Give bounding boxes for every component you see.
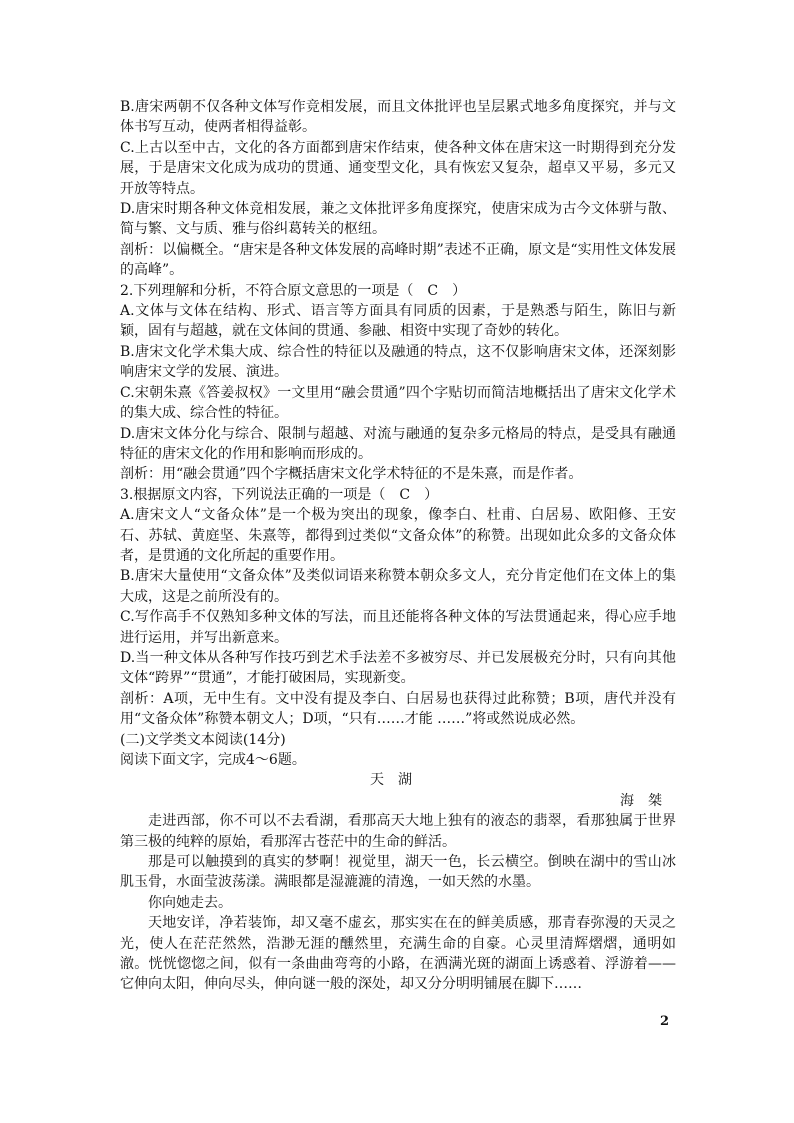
- page-content: [120, 97, 676, 995]
- analysis-3: 剖析：A项，无中生有。文中没有提及李白、白居易也获得过此称赞；B项，唐代并没有用“文备众体”称赞本朝文人；D项，“只有……才能 ……”将或然说成必然。: [120, 690, 676, 728]
- question-2: 2.下列理解和分析，不符合原文意思的一项是（ C ）: [120, 282, 467, 299]
- q3-option-d: D.当一种文体从各种写作技巧到艺术手法差不多被穷尽、并已发展极充分时，只有向其他文体“跨界”“贯通”，才能打破困局，实现新变。: [120, 649, 676, 687]
- analysis-1: 剖析：以偏概全。“唐宋是各种文体发展的高峰时期”表述不正确，原文是“实用性文体发展的高峰”。: [120, 241, 676, 279]
- q3-option-c: C.写作高手不仅熟知多种文体的写法，而且还能将各种文体的写法贯通起来，得心应手地进行运用，并写出新意来。: [120, 609, 676, 646]
- page-number: 2: [660, 1014, 670, 1029]
- q2-option-b: B.唐宋文化学术集大成、综合性的特征以及融通的特点，这不仅影响唐宋文体，还深刻影响唐宋文学的发展、演进。: [120, 343, 676, 381]
- analysis-2: 剖析：用“融会贯通”四个字概括唐宋文化学术特征的不是朱熹，而是作者。: [120, 466, 583, 483]
- story-paragraph: 天地安详，净若装饰，却又毫不虚玄，那实实在在的鲜美质感，那青春弥漫的天灵之光，使人在茫茫然然，浩渺无涯的醺然里，充满生命的自豪。心灵里清辉熠熠，通明如澈。恍恍惚惚之间，似有一条曲曲弯弯的小路，在洒满光斑的湖面上诱惑着、浮游着——它伸向太阳，伸向尽头，伸向谜一般的深处，却又分分明明铺展在脚下……: [120, 915, 676, 993]
- q2-option-a: A.文体与文体在结构、形式、语言等方面具有同质的因素，于是熟悉与陌生，陈旧与新颖，固有与超越，就在文体间的贯通、参融、相资中实现了奇妙的转化。: [120, 303, 676, 340]
- story-paragraph: 你向她走去。: [148, 894, 232, 911]
- q3-option-b: B.唐宋大量使用“文备众体”及类似词语来称赞本朝众多文人，充分肯定他们在文体上的集大成，这是之前所没有的。: [120, 568, 676, 605]
- section-heading: (二)文学类文本阅读(14分): [120, 731, 286, 748]
- story-author: 海桀: [620, 792, 676, 809]
- story-paragraph: 那是可以触摸到的真实的梦啊！视觉里，湖天一色，长云横空。倒映在湖中的雪山冰肌玉骨，水面莹波荡漾。满眼都是湿漉漉的清逸，一如天然的水墨。: [120, 854, 676, 891]
- reading-instruction: 阅读下面文字，完成4～6题。: [120, 752, 306, 768]
- story-paragraph: 走进西部，你不可以不去看湖，看那高天大地上独有的液态的翡翠，看那独属于世界第三极的纯粹的原始，看那浑古苍茫中的生命的鲜活。: [120, 813, 676, 850]
- question-3: 3.根据原文内容，下列说法正确的一项是（ C ）: [120, 486, 439, 503]
- q2-option-d: D.唐宋文体分化与综合、限制与超越、对流与融通的复杂多元格局的特点，是受具有融通特征的唐宋文化的作用和影响而形成的。: [120, 425, 676, 462]
- option-c-paragraph: C.上古以至中古，文化的各方面都到唐宋作结束，使各种文体在唐宋这一时期得到充分发展，于是唐宋文化成为成功的贯通、通变型文化，具有恢宏又复杂，超卓又平易，多元又开放等特点。: [120, 139, 676, 197]
- q3-option-a: A.唐宋文人“文备众体”是一个极为突出的现象，像李白、杜甫、白居易、欧阳修、王安石、苏轼、黄庭坚、朱熹等，都得到过类似“文备众体”的称赞。出现如此众多的文备众体者，是贯通的文化所起的重要作用。: [120, 507, 676, 564]
- story-title: 天湖: [370, 772, 426, 789]
- option-b-paragraph: B.唐宋两朝不仅各种文体写作竞相发展，而且文体批评也呈层累式地多角度探究，并与文体书写互动，使两者相得益彰。: [120, 99, 676, 136]
- q2-option-c: C.宋朝朱熹《答姜叔权》一文里用“融会贯通”四个字贴切而简洁地概括出了唐宋文化学术的集大成、综合性的特征。: [120, 384, 676, 422]
- option-d-paragraph: D.唐宋时期各种文体竞相发展，兼之文体批评多角度探究，使唐宋成为古今文体骈与散、简与繁、文与质、雅与俗纠葛转关的枢纽。: [120, 201, 676, 238]
